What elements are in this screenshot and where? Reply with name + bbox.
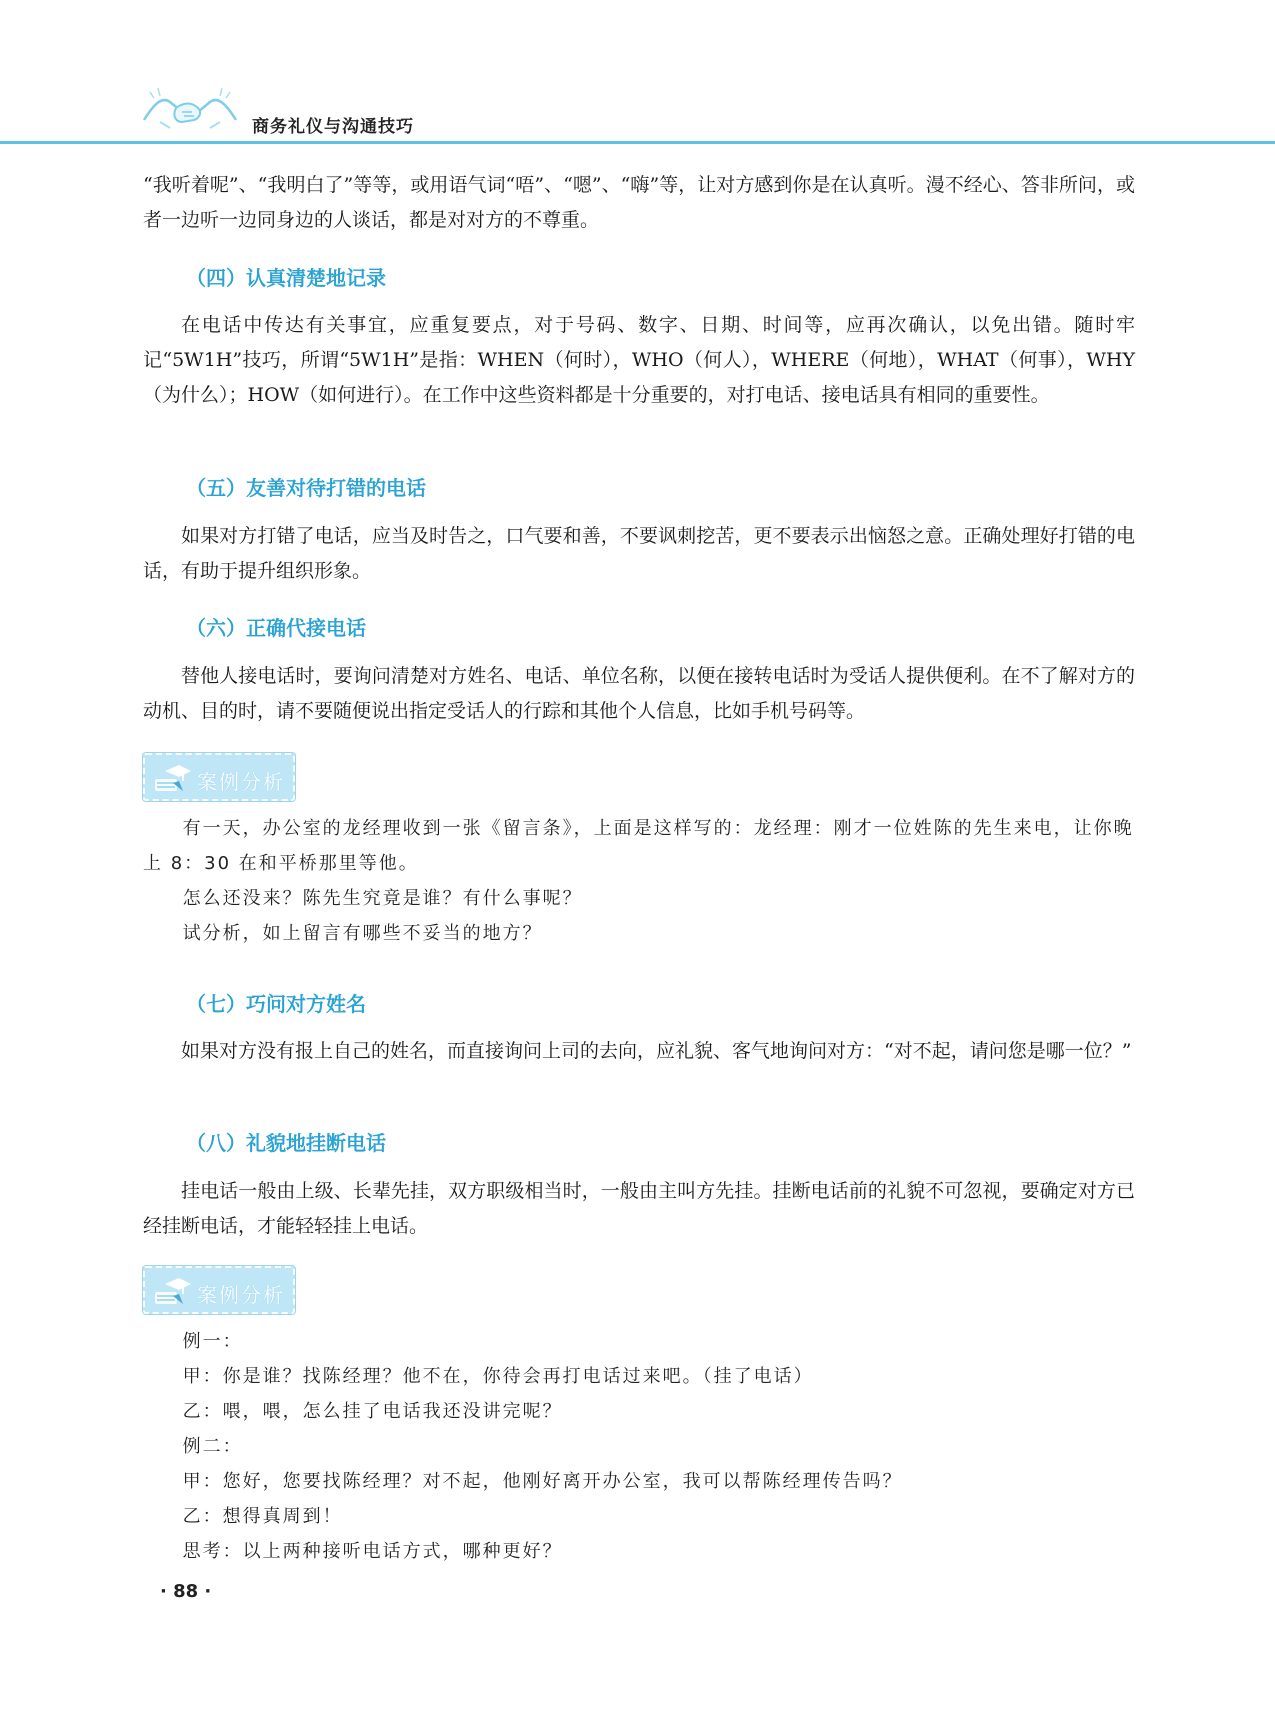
graduation-cap-book-icon	[153, 1274, 193, 1308]
section-6-text: 替他人接电话时，要询问清楚对方姓名、电话、单位名称，以便在接转电话时为受话人提供便利。在不了解对方的动机、目的时，请不要随便说出指定受话人的行踪和其他个人信息，比如手机号码等。	[143, 665, 1135, 722]
case-2-line: 甲：您好，您要找陈经理？对不起，他刚好离开办公室，我可以帮陈经理传告吗？	[182, 1471, 903, 1492]
graduation-cap-book-icon	[153, 761, 193, 795]
case-2-line: 例一：	[182, 1331, 243, 1352]
case-1-line: 试分析，如上留言有哪些不妥当的地方？	[182, 923, 543, 944]
case-1-line: 有一天，办公室的龙经理收到一张《留言条》，上面是这样写的：龙经理：刚才一位姓陈的先生来电，让你晚上 8：30 在和平桥那里等他。	[143, 818, 1134, 874]
section-8-text: 挂电话一般由上级、长辈先挂，双方职级相当时，一般由主叫方先挂。挂断电话前的礼貌不可忽视，要确定对方已经挂断电话，才能轻轻挂上电话。	[143, 1180, 1135, 1237]
section-4-heading: （四）认真清楚地记录	[186, 266, 386, 290]
case-2-line: 乙：喂，喂，怎么挂了电话我还没讲完呢？	[182, 1401, 563, 1422]
page-header	[0, 78, 1275, 148]
case-badge-label: 案例分析	[197, 1283, 285, 1307]
header-title: 商务礼仪与沟通技巧	[252, 117, 414, 137]
section-7-heading: （七）巧问对方姓名	[186, 992, 366, 1016]
case-2-line: 例二：	[182, 1436, 243, 1457]
case-analysis-badge	[143, 1266, 295, 1314]
intro-paragraph: “我听着呢”、“我明白了”等等，或用语气词“唔”、“嗯”、“嗨”等，让对方感到你是在认真听。漫不经心、答非所问，或者一边听一边同身边的人谈话，都是对对方的不尊重。	[143, 174, 1135, 231]
case-2-line: 思考：以上两种接听电话方式，哪种更好？	[182, 1541, 563, 1562]
section-8-heading: （八）礼貌地挂断电话	[186, 1131, 386, 1155]
section-6-heading: （六）正确代接电话	[186, 616, 366, 640]
section-5-heading: （五）友善对待打错的电话	[186, 476, 426, 500]
handshake-logo	[140, 82, 240, 134]
section-5-text: 如果对方打错了电话，应当及时告之，口气要和善，不要讽刺挖苦，更不要表示出恼怒之意。正确处理好打错的电话，有助于提升组织形象。	[143, 525, 1135, 582]
section-4-text: 在电话中传达有关事宜，应重复要点，对于号码、数字、日期、时间等，应再次确认，以免出错。随时牢记“5W1H”技巧，所谓“5W1H”是指：WHEN（何时），WHO（何人），WHERE（何地），WHAT（何事），WHY（为什么）；HOW（如何进行）。在工作中这些资料都是十分重要的，对打电话、接电话具有相同的重要性。	[143, 314, 1135, 406]
case-1-text	[143, 811, 1135, 951]
header-rule	[0, 141, 1275, 144]
case-1-line: 怎么还没来？陈先生究竟是谁？有什么事呢？	[182, 888, 583, 909]
case-2-line: 乙：想得真周到！	[182, 1506, 343, 1527]
case-2-line: 甲：你是谁？找陈经理？他不在，你待会再打电话过来吧。（挂了电话）	[182, 1366, 814, 1387]
section-7-text: 如果对方没有报上自己的姓名，而直接询问上司的去向，应礼貌、客气地询问对方：“对不起，请问您是哪一位？”	[181, 1040, 1132, 1062]
case-analysis-badge	[143, 753, 295, 801]
page-number: · 88 ·	[160, 1581, 212, 1602]
case-badge-label: 案例分析	[197, 770, 285, 794]
case-2-text	[143, 1324, 1135, 1569]
